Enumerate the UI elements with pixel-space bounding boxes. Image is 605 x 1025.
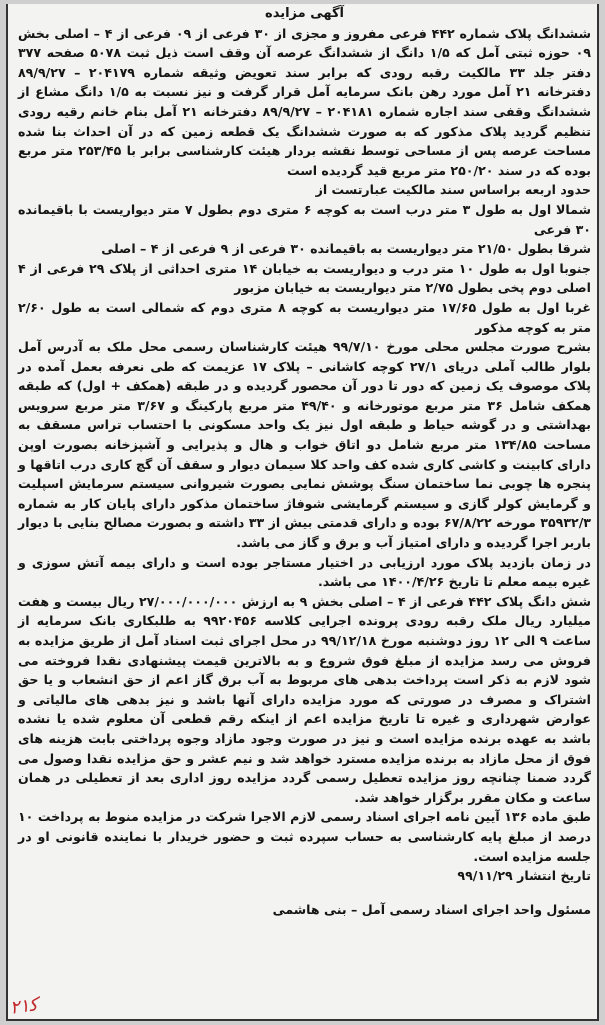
notice-paragraph-description: بشرح صورت مجلس محلی مورخ ۹۹/۷/۱۰ هیئت کارشناسان رسمی محل ملک به آدرس آمل بلوار طالب آملی دریای ۲۷/۱ کوچه کاشانی – پلاک ۱۷ عزیمت که طی نعرفه بعمل آمده در پلاک موصوف یک زمین که دور تا دور آن محصور گردیده و در طبقه (همکف + اول) که طبقه همکف شامل ۳۶ متر مربع موتورخانه و ۴۹/۴۰ متر مربع پارکینگ و ۳/۶۷ متر مربع سرویس بهداشتی و در گوشه حیاط و طبقه اول نیز یک واحد مسکونی با احتساب تراس مسقف به مساحت ۱۳۴/۸۵ متر مربع شامل دو اتاق خواب و هال و پذیرایی و آشپزخانه بصورت اوپن دارای کابینت و کاشی کاری شده کف واحد کلا سیمان دیوار و سقف آن گچ کاری درب اتاقها و پنجره ها چوبی نما ساختمان سنگ پوشش نمایی بصورت شیروانی سیستم سرمایش اسپلیت و گرمایش کولر گازی و سیستم گرمایشی شوفاژ ساختمان مذکور دارای پایان کار به شماره ۳۵۹۳۲/۳ مورخه ۶۷/۸/۲۲ بوده و دارای قدمتی بیش از ۳۳ داشته و بصورت مصالح بنایی با دیوار باربر اجرا گردیده و دارای امتیاز آب و برق و گاز می باشد. — [18, 339, 592, 551]
notice-signature: مسئول واحد اجرای اسناد رسمی آمل – بنی هاشمی — [272, 901, 591, 917]
auction-notice — [18, 4, 591, 932]
notice-paragraph-south: جنوبا اول به طول ۱۰ متر درب و دیواریست به خیابان ۱۴ متری احداثی از پلاک ۲۹ فرعی از ۴ اصلی دوم پخی بطول ۲/۷۵ متر دیواریست به خیابان مزبور — [18, 260, 591, 296]
notice-paragraph-boundaries-intro: حدود اربعه براساس سند مالکیت عبارتست از — [315, 182, 591, 198]
notice-paragraph-property: ششدانگ پلاک شماره ۴۴۲ فرعی مفروز و مجزی از ۳۰ فرعی از ۰۹ فرعی از ۴ – اصلی بخش ۰۹ حوزه ثبتی آمل که ۱/۵ دانگ از ششدانگ عرصه آن وقف است ذیل ثبت ۵۰۷۸ صفحه ۳۷۷ دفتر جلد ۳۳ مالکیت رقبه رودی که برابر سند تعویض وثیقه شماره ۲۰۴۱۷۹ – ۸۹/۹/۲۷ دفترخانه ۲۱ آمل مورد رهن بانک سرمایه آمل قرار گرفت و نیز نسبت به ۱/۵ دانگ مشاع از ششدانگ وقفی سند اجاره شماره ۲۰۴۱۸۱ – ۸۹/۹/۲۷ دفترخانه ۲۱ آمل بنام خانم رقیه رودی تنظیم گردید پلاک مذکور که به صورت ششدانگ یک قطعه زمین که در آن احداث بنا شده مساحت عرصه پس از مساحی توسط نقشه بردار هیئت کارشناسی برابر با ۲۵۳/۴۵ متر مربع بوده که در سند ۲۵۰/۲۰ متر مربع قید گردیده است — [18, 25, 591, 178]
handwritten-mark: ﮐ۲۱ — [8, 994, 40, 1019]
notice-publication-date: تاریخ انتشار ۹۹/۱۱/۲۹ — [457, 868, 591, 884]
notice-title: آگهی مزایده — [265, 6, 344, 21]
notice-paragraph-north: شمالا اول به طول ۳ متر درب است به کوچه ۶ متری دوم بطول ۷ متر دیواریست با باقیمانده ۳۰ فرعی — [18, 201, 591, 237]
notice-paragraph-auction-terms: شش دانگ پلاک ۴۴۲ فرعی از ۴ – اصلی بخش ۹ به ارزش ۲۷/۰۰۰/۰۰۰/۰۰۰ ریال بیست و هفت میلیارد ریال ملک رقبه رودی پرونده اجرایی کلاسه ۹۹۲۰۴۵۶ به طلبکاری بانک سرمایه از ساعت ۹ الی ۱۲ روز دوشنبه مورخ ۹۹/۱۲/۱۸ در محل اجرای ثبت اسناد آمل از طریق مزایده به فروش می رسد مزایده از مبلغ فوق شروع و به بالاترین قیمت پیشنهادی نقدا فروخته می شود لازم به ذکر است پرداخت بدهی های مربوط به آب برق گاز اعم از حق انشعاب و یا حق اشتراک و مصرف در صورتی که مورد مزایده دارای آنها باشد و نیز بدهی های مالیاتی و عوارض شهرداری و غیره تا تاریخ مزایده اعم از اینکه رقم قطعی آن معلوم شده یا نشده باشد به عهده برنده مزایده است و نیز در صورت وجود مازاد وجوه پرداختی بابت هزینه های فوق از محل مازاد به برنده مزایده مسترد خواهد شد و نیم عشر و حق مزایده نقدا وصول می گردد ضمنا چنانچه روز مزایده تعطیل رسمی گردد مزایده روز اداری بعد از تعطیلی در همان ساعت و مکان مقرر برگزار خواهد شد. — [18, 593, 591, 805]
newspaper-clipping — [6, 4, 599, 1021]
notice-paragraph-west: غربا اول به طول ۱۷/۶۵ متر دیواریست به کوچه ۸ متری دوم که شمالی است به طول ۲/۶۰ متر به کوچه مذکور — [18, 299, 591, 335]
notice-paragraph-deposit: طبق ماده ۱۳۶ آیین نامه اجرای اسناد رسمی لازم الاجرا شرکت در مزایده منوط به پرداخت ۱۰ درصد از مبلغ پایه کارشناسی به حساب سپرده ثبت و حضور خریدار با نماینده قانونی او در جلسه مزایده است. — [18, 809, 591, 864]
notice-paragraph-inspection: در زمان بازدید پلاک مورد ارزیابی در اختیار مستاجر بوده است و دارای بیمه آتش سوزی و غیره بیمه معلم تا تاریخ ۱۴۰۰/۴/۲۶ می باشد. — [18, 554, 591, 590]
notice-paragraph-east: شرقا بطول ۲۱/۵۰ متر دیواریست به باقیمانده ۳۰ فرعی از ۹ فرعی از ۴ – اصلی — [101, 241, 591, 257]
